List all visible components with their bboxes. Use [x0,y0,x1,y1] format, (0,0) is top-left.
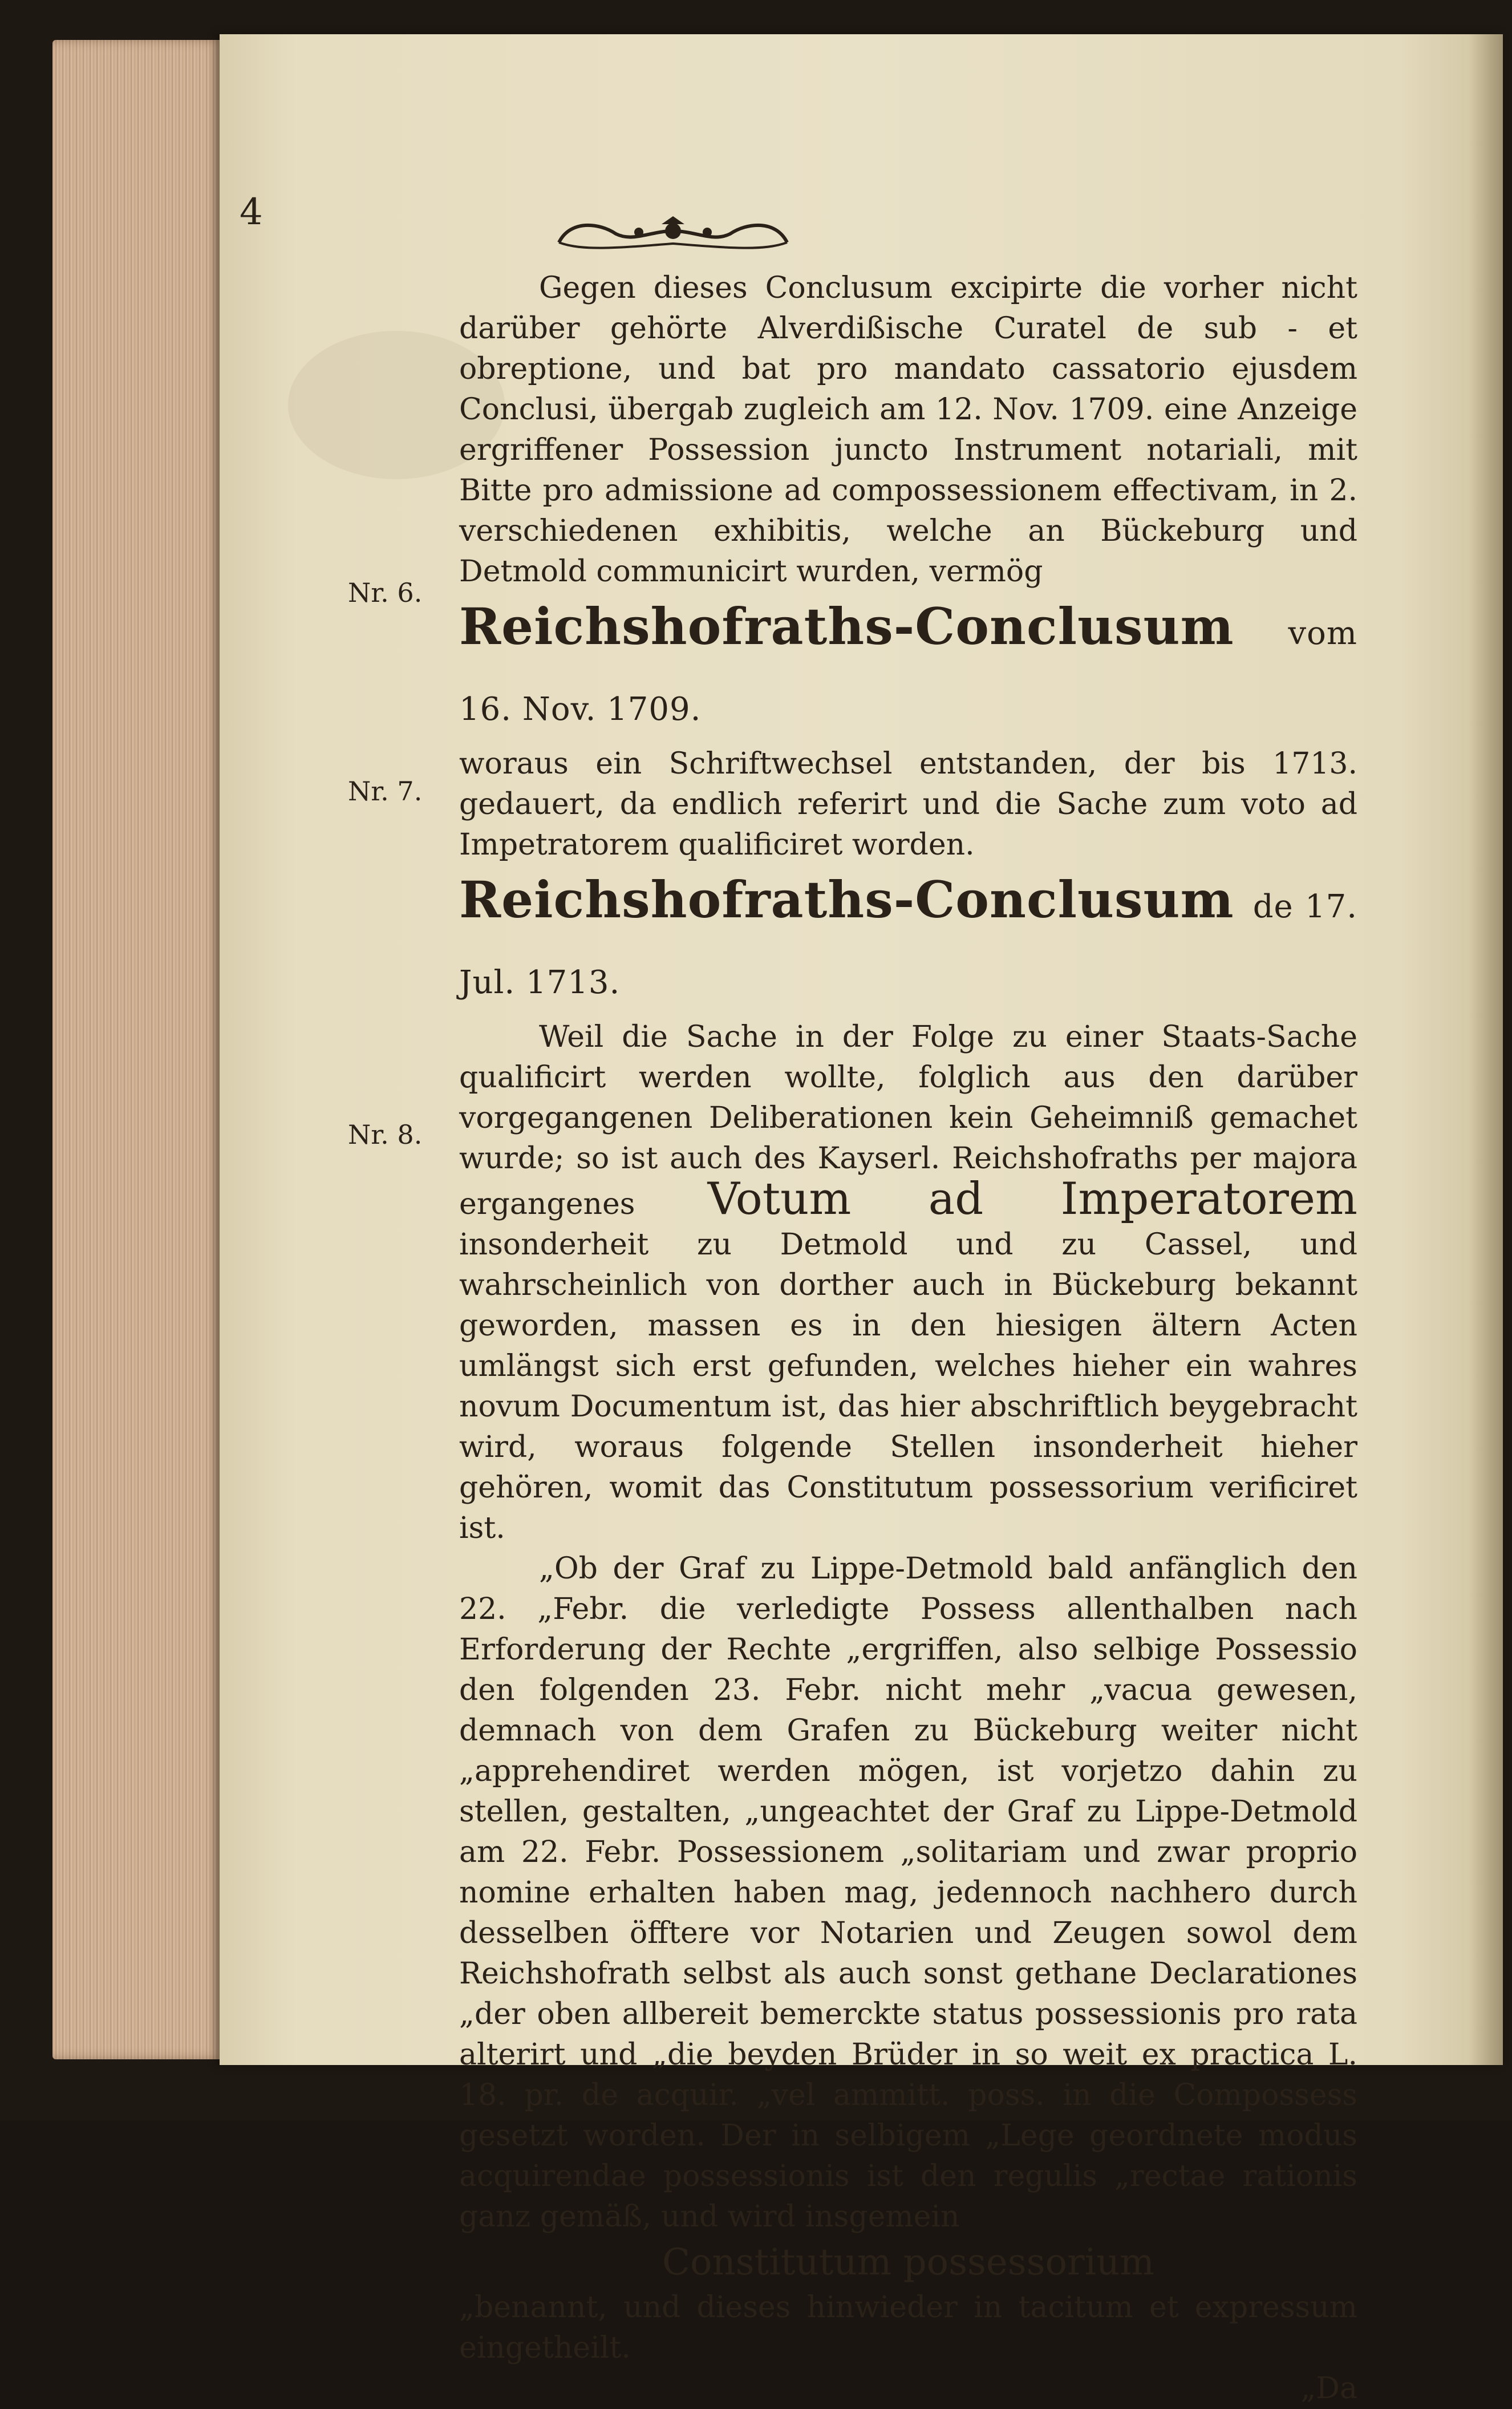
margin-note-nr6: Nr. 6. [348,577,423,608]
paragraph-1: Gegen dieses Conclusum excipirte die vorher nicht darüber gehörte Alverdißische Curatel de sub - et obreptione, und bat pro mandato cassatorio ejusdem Conclusi, übergab zugleich am 12. Nov. 1709. eine Anzeige ergriffener Possession juncto Instrument notariali, mit Bitte pro admissione ad compossessionem effectivam, in 2. verschiedenen exhibitis, welche an Bückeburg und Detmold communicirt wurden, vermög [459,271,1357,589]
margin-note-nr8: Nr. 8. [348,1119,423,1150]
quotation-2: „benannt, und dieses hinwieder in tacitum et expressum eingetheilt. [459,2290,1357,2365]
paragraph-3-start: Weil die Sache in der Folge zu einer Staats-Sache qualificirt werden wollte, folglich aus den darüber vorgegangenen Deliberationen kein Geheimniß gemachet wurde; so ist auch des Kayserl. Reichshofraths per majora ergangenes [459,1020,1357,1221]
votum-ad-imperatorem: Votum ad Imperatorem [707,1173,1358,1225]
header-ornament-icon [548,208,798,260]
page-edges [52,40,224,2059]
heading-title: Reichshofraths-Conclusum [459,870,1234,929]
page-number: 4 [240,191,263,233]
heading-conclusum-1713 [459,865,1357,1017]
page-body [459,268,1357,2409]
spine-shadow [1469,34,1503,2065]
constitutum-possessorium: Constitutum possessorium [662,2241,1154,2284]
paragraph-2: woraus ein Schriftwechsel entstanden, der bis 1713. gedauert, da endlich referirt und die Sache zum voto ad Impetratorem qualificiret worden. [459,747,1357,862]
heading-date: vom 16. Nov. 1709. [459,615,1357,728]
margin-note-nr7: Nr. 7. [348,776,423,807]
paragraph-3-end: insonderheit zu Detmold und zu Cassel, und wahrscheinlich von dorther auch in Bückeburg bekannt geworden, massen es in den hiesigen ältern Acten umlängst sich erst gefunden, welches hieher ein wahres novum Documentum ist, das hier abschriftlich beygebracht wird, woraus folgende Stellen insonderheit hieher gehören, womit das Constitutum possessorium verificiret ist. [459,1228,1357,1545]
quotation-1: „Ob der Graf zu Lippe-Detmold bald anfänglich den 22. „Febr. die verledigte Possess allenthalben nach Erforderung der Rechte „ergriffen, also selbige Possessio den folgenden 23. Febr. nicht mehr „vacua gewesen, demnach von dem Grafen zu Bückeburg weiter nicht „apprehendiret werden mögen, ist vorjetzo dahin zu stellen, gestalten, „ungeachtet der Graf zu Lippe-Detmold am 22. Febr. Possessionem „solitariam und zwar proprio nomine erhalten haben mag, jedennoch nachhero durch desselben öfftere vor Notarien und Zeugen sowol dem Reichshofrath selbst als auch sonst gethane Declarationes „der oben allbereit bemerckte status possessionis pro rata alterirt und „die beyden Brüder in so weit ex practica L. 18. pr. de acquir. „vel ammitt. poss. in die Compossess gesetzt worden. Der in selbigem „Lege geordnete modus acquirendae possessionis ist den regulis „rectae rationis ganz gemäß, und wird insgemein [459,1552,1357,2234]
heading-date: de 17. Jul. 1713. [459,888,1357,1001]
paragraph-3 [459,1017,1357,1549]
heading-conclusum-1709 [459,592,1357,744]
catchword: „Da [1300,2371,1357,2406]
heading-title: Reichshofraths-Conclusum [459,597,1234,656]
